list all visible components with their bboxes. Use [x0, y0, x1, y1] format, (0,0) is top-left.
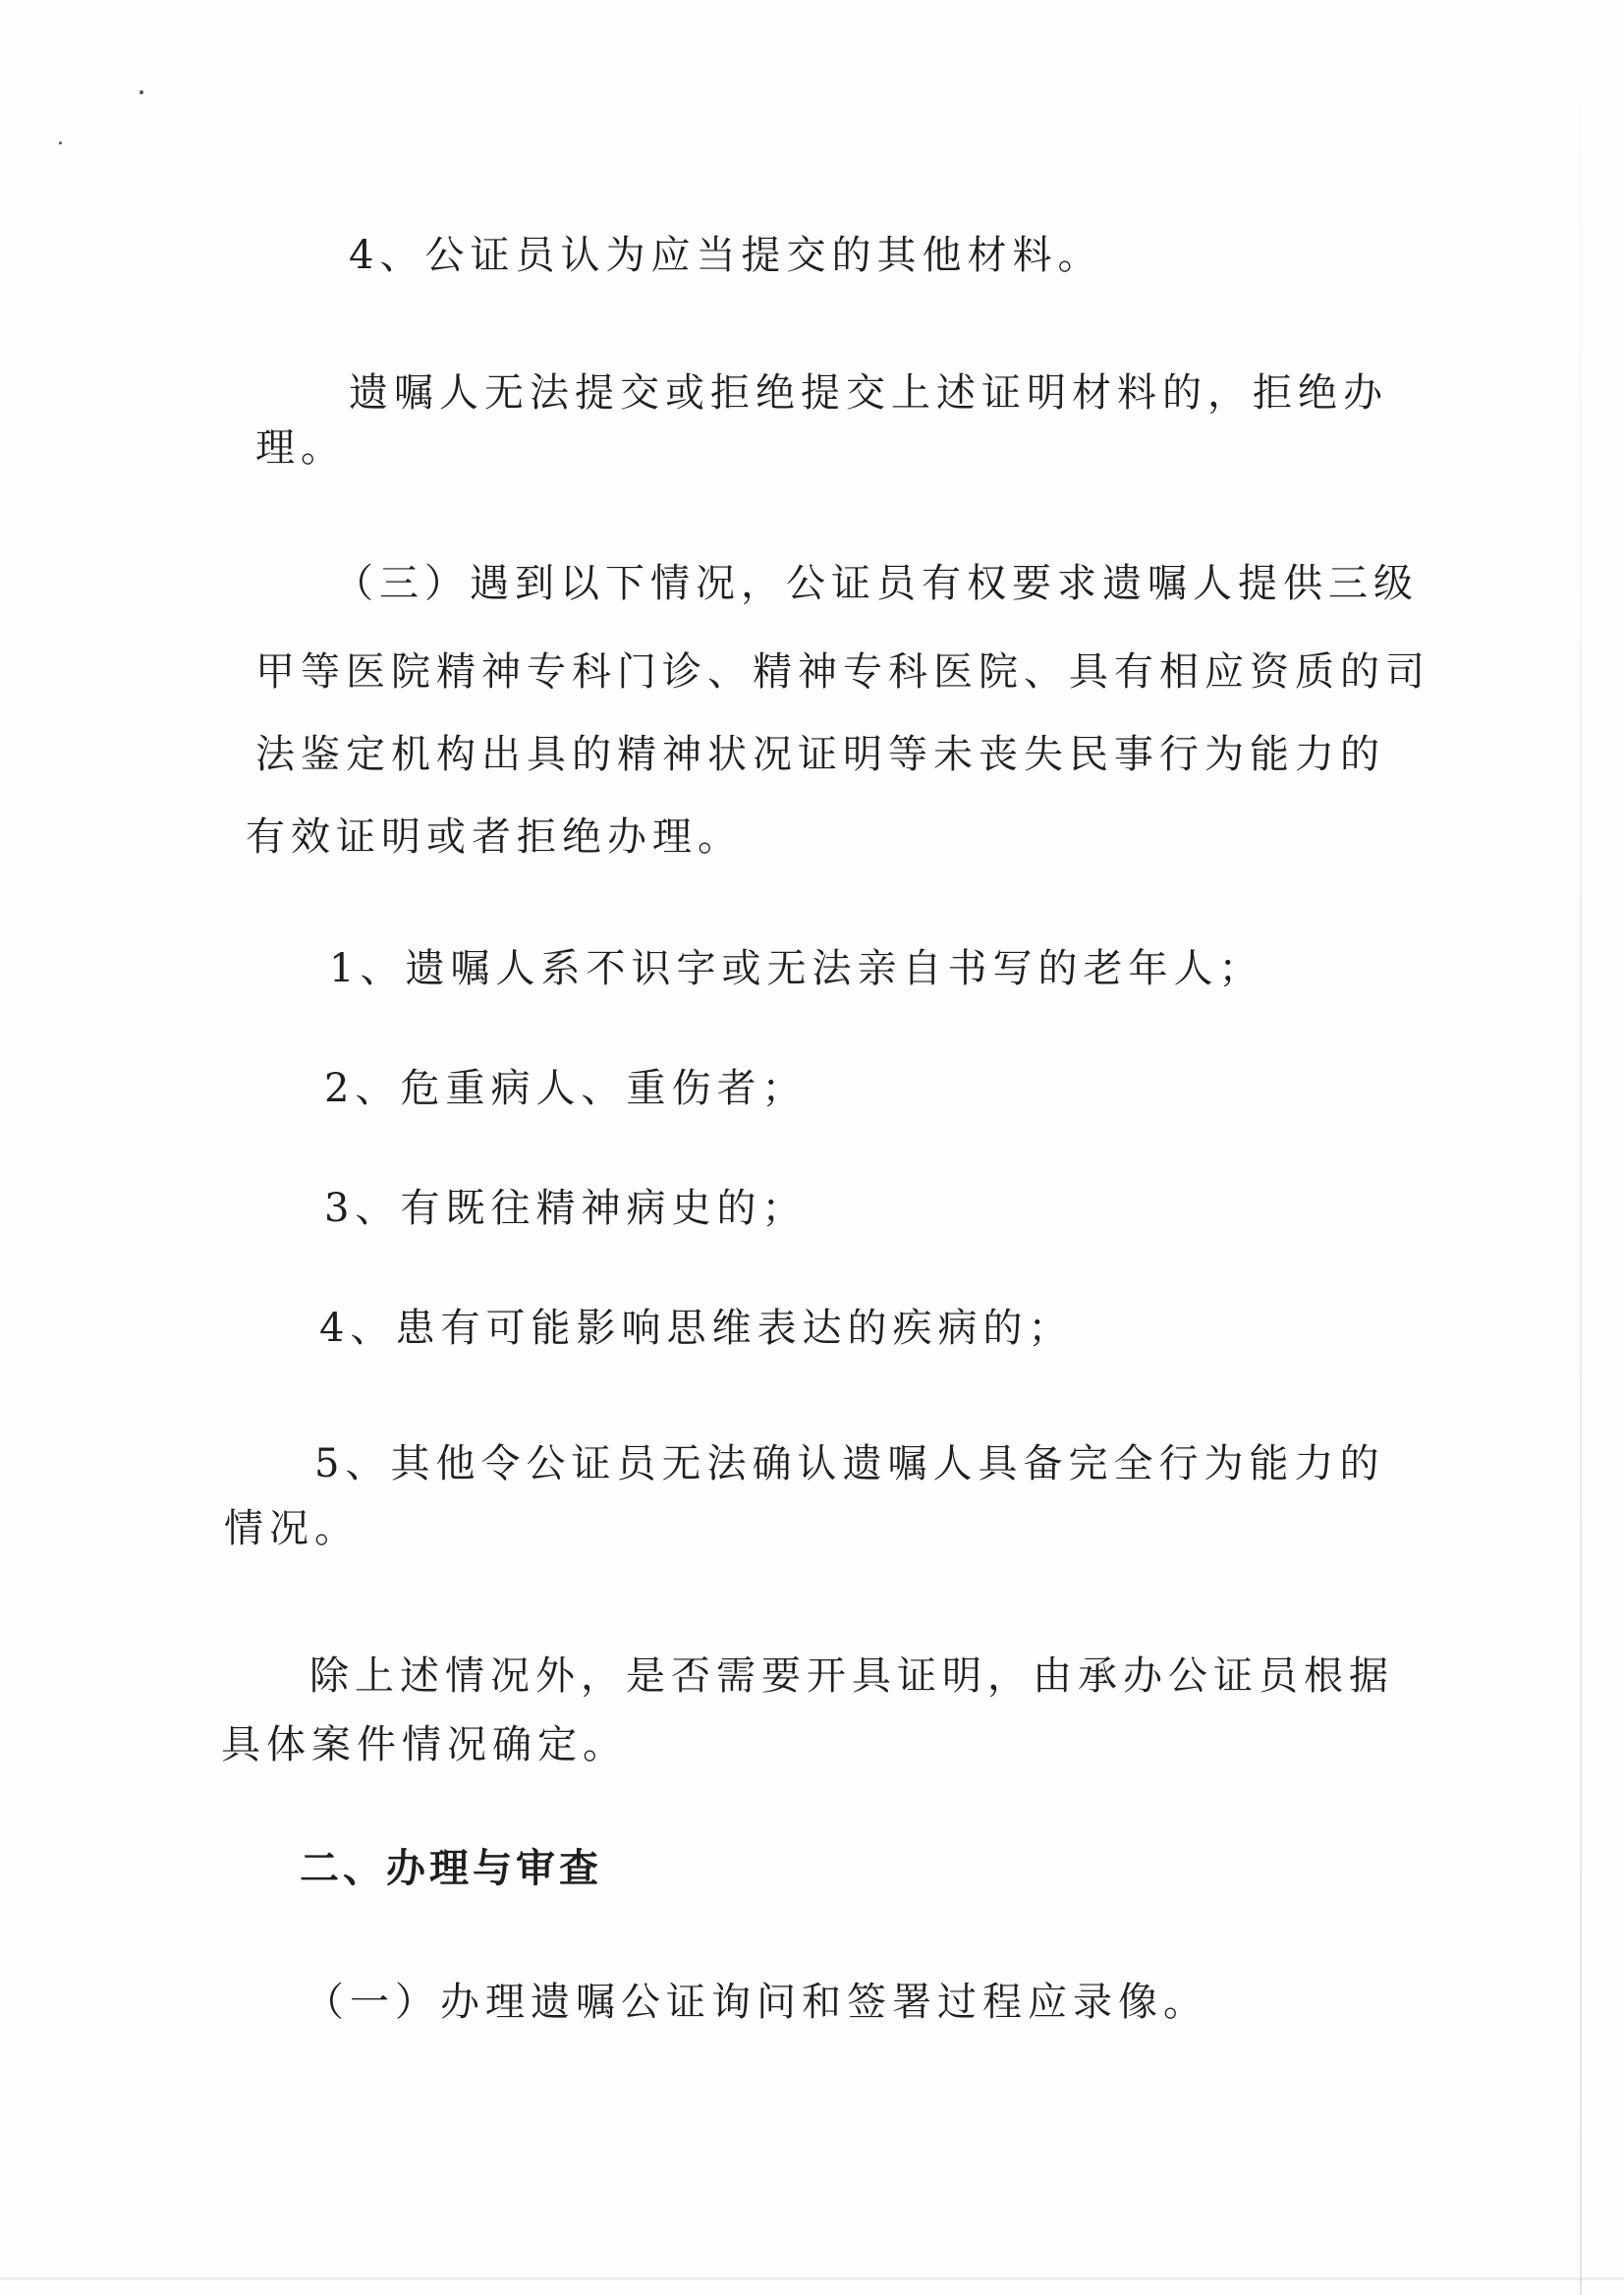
section-3-paragraph-line-4: 有效证明或者拒绝办理。 [246, 814, 743, 860]
section-3-paragraph-line-1: （三）遇到以下情况，公证员有权要求遗嘱人提供三级 [334, 561, 1419, 606]
except-paragraph-line-1: 除上述情况外，是否需要开具证明，由承办公证员根据 [309, 1653, 1394, 1699]
scan-edge-bottom [0, 2277, 1624, 2280]
list-item-1: 1、遗嘱人系不识字或无法亲自书写的老年人； [329, 946, 1264, 991]
scan-speck [140, 90, 143, 94]
section-3-paragraph-line-3: 法鉴定机构出具的精神状况证明等未丧失民事行为能力的 [255, 732, 1385, 777]
section-3-paragraph-line-2: 甲等医院精神专科门诊、精神专科医院、具有相应资质的司 [255, 649, 1430, 695]
scan-edge [1580, 0, 1582, 2295]
scan-speck [59, 141, 62, 144]
list-item-4: 4、患有可能影响思维表达的疾病的； [319, 1306, 1074, 1351]
item-4-other-materials: 4、公证员认为应当提交的其他材料。 [349, 233, 1103, 278]
list-item-5-line-2: 情况。 [224, 1506, 360, 1551]
list-item-3: 3、有既往精神病史的； [324, 1186, 808, 1231]
list-item-5-line-1: 5、其他令公证员无法确认遗嘱人具备完全行为能力的 [314, 1441, 1385, 1486]
sub-item-1-recording: （一）办理遗嘱公证询问和签署过程应录像。 [305, 1980, 1208, 2025]
section-heading-2: 二、办理与审查 [300, 1846, 602, 1891]
except-paragraph-line-2: 具体案件情况确定。 [221, 1722, 628, 1767]
refusal-paragraph-line-2: 理。 [255, 425, 346, 471]
list-item-2: 2、危重病人、重伤者； [324, 1066, 808, 1111]
refusal-paragraph-line-1: 遗嘱人无法提交或拒绝提交上述证明材料的，拒绝办 [349, 370, 1388, 416]
